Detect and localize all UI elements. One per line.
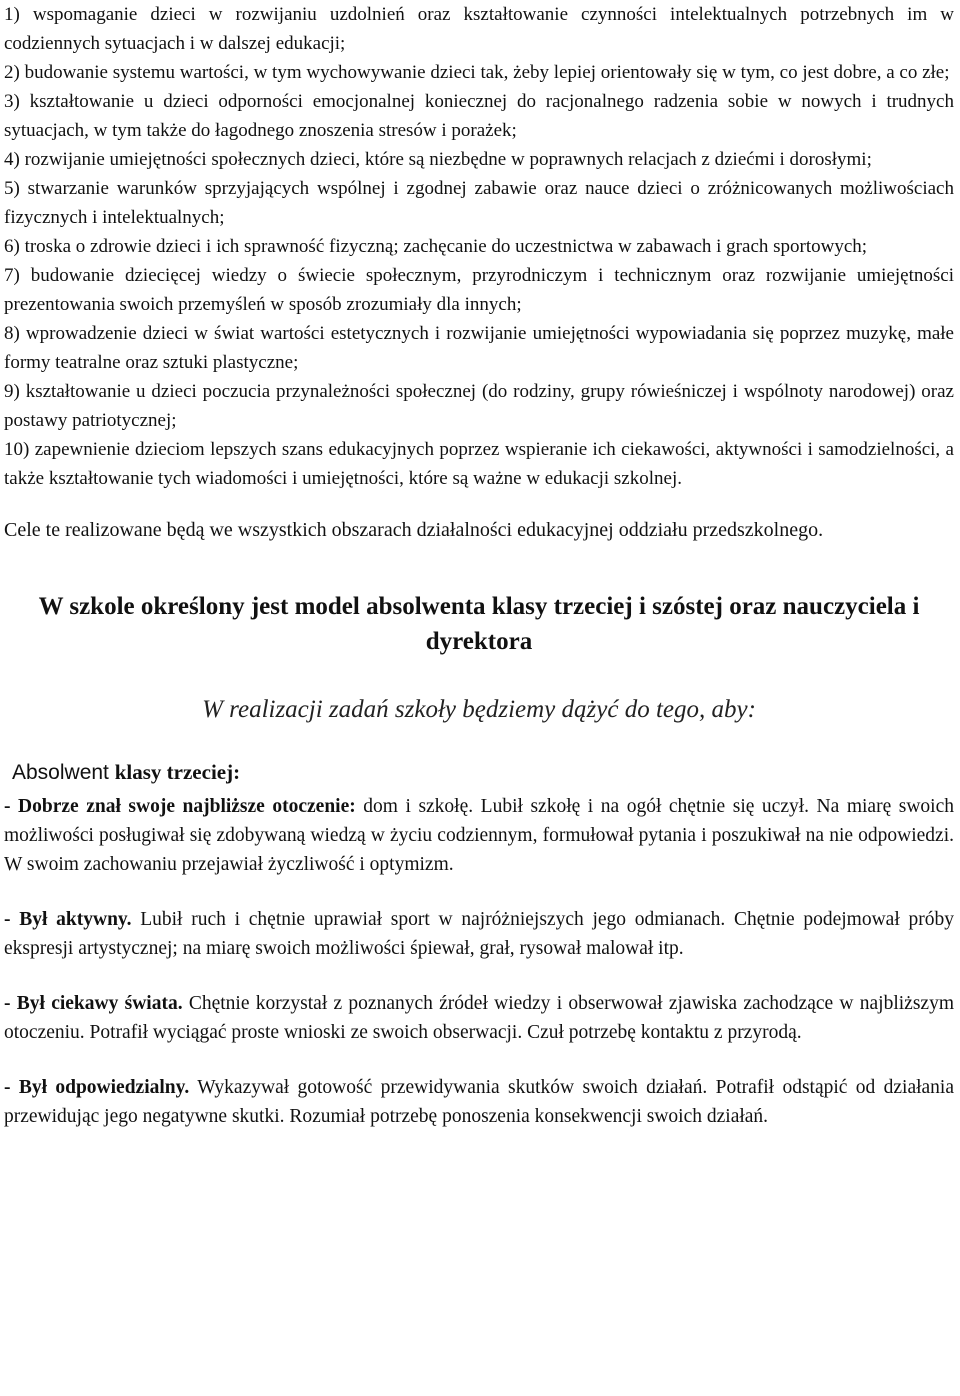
graduate-heading-prefix: Absolwent <box>12 761 115 784</box>
trait-paragraph <box>4 905 954 963</box>
goals-paragraph: Cele te realizowane będą we wszystkich obszarach działalności edukacyjnej oddziału przedszkolnego. <box>4 519 824 541</box>
graduate-traits <box>4 792 954 1131</box>
intro-sentence: W realizacji zadań szkoły będziemy dążyć do tego, aby: <box>202 696 756 723</box>
graduate-heading-class: klasy trzeciej: <box>114 760 241 784</box>
trait-lead: - Dobrze znał swoje najbliższe otoczenie: <box>4 796 356 817</box>
trait-text: Lubił ruch i chętnie uprawiał sport w najróżniejszych jego odmianach. Chętnie podejmował próby ekspresji artystycznej; na miarę swoich możliwości śpiewał, grał, rysował malował itp. <box>4 909 954 959</box>
objective-item: 3) kształtowanie u dzieci odporności emocjonalnej koniecznej do racjonalnego radzenia sobie w nowych i trudnych sytuacjach, w tym także do łagodnego znoszenia stresów i porażek; <box>4 91 954 141</box>
objective-item: 2) budowanie systemu wartości, w tym wychowywanie dzieci tak, żeby lepiej orientowały się w tym, co jest dobre, a co złe; <box>4 62 950 83</box>
trait-paragraph <box>4 792 954 879</box>
trait-text: Wykazywał gotowość przewidywania skutków swoich działań. Potrafił odstąpić od działania przewidując jego negatywne skutki. Rozumiał potrzebę ponoszenia konsekwencji swoich działań. <box>4 1077 955 1127</box>
trait-lead: - Był aktywny. <box>4 909 132 930</box>
section-title: W szkole określony jest model absolwenta klasy trzeciej i szóstej oraz nauczyciela i dyrektora <box>38 593 920 655</box>
graduate-heading <box>12 757 954 788</box>
objective-item: 1) wspomaganie dzieci w rozwijaniu uzdolnień oraz kształtowanie czynności intelektualnych potrzebnych im w codziennych sytuacjach i w dalszej edukacji; <box>4 4 954 54</box>
objectives-list <box>4 0 954 493</box>
objective-item: 7) budowanie dziecięcej wiedzy o świecie społecznym, przyrodniczym i technicznym oraz rozwijanie umiejętności prezentowania swoich przemyśleń w sposób zrozumiały dla innych; <box>4 265 954 315</box>
objective-item: 6) troska o zdrowie dzieci i ich sprawność fizyczną; zachęcanie do uczestnictwa w zabawach i grach sportowych; <box>4 236 868 257</box>
trait-paragraph <box>4 1073 954 1131</box>
objective-item: 9) kształtowanie u dzieci poczucia przynależności społecznej (do rodziny, grupy rówieśniczej i wspólnoty narodowej) oraz postawy patriotycznej; <box>4 381 954 431</box>
trait-lead: - Był ciekawy świata. <box>4 993 183 1014</box>
trait-text: Chętnie korzystał z poznanych źródeł wiedzy i obserwował zjawiska zachodzące w najbliższym otoczeniu. Potrafił wyciągać proste wnioski ze swoich obserwacji. Czuł potrzebę kontaktu z przyrodą. <box>4 993 955 1043</box>
objective-item: 4) rozwijanie umiejętności społecznych dzieci, które są niezbędne w poprawnych relacjach z dziećmi i dorosłymi; <box>4 149 872 170</box>
trait-text: dom i szkołę. Lubił szkołę i na ogół chętnie się uczył. Na miarę swoich możliwości posługiwał się zdobywaną wiedzą w życiu codziennym, formułował pytania i poszukiwał na nie odpowiedzi. W swoim zachowaniu przejawiał życzliwość i optymizm. <box>4 796 954 875</box>
trait-paragraph <box>4 989 954 1047</box>
objective-item: 10) zapewnienie dzieciom lepszych szans edukacyjnych poprzez wspieranie ich ciekawości, aktywności i samodzielności, a także kształtowanie tych wiadomości i umiejętności, które są ważne w edukacji szkolnej. <box>4 439 954 489</box>
objective-item: 8) wprowadzenie dzieci w świat wartości estetycznych i rozwijanie umiejętności wypowiadania się poprzez muzykę, małe formy teatralne oraz sztuki plastyczne; <box>4 323 954 373</box>
trait-lead: - Był odpowiedzialny. <box>4 1077 190 1098</box>
objective-item: 5) stwarzanie warunków sprzyjających wspólnej i zgodnej zabawie oraz nauce dzieci o zróżnicowanych możliwościach fizycznych i intelektualnych; <box>4 178 954 228</box>
